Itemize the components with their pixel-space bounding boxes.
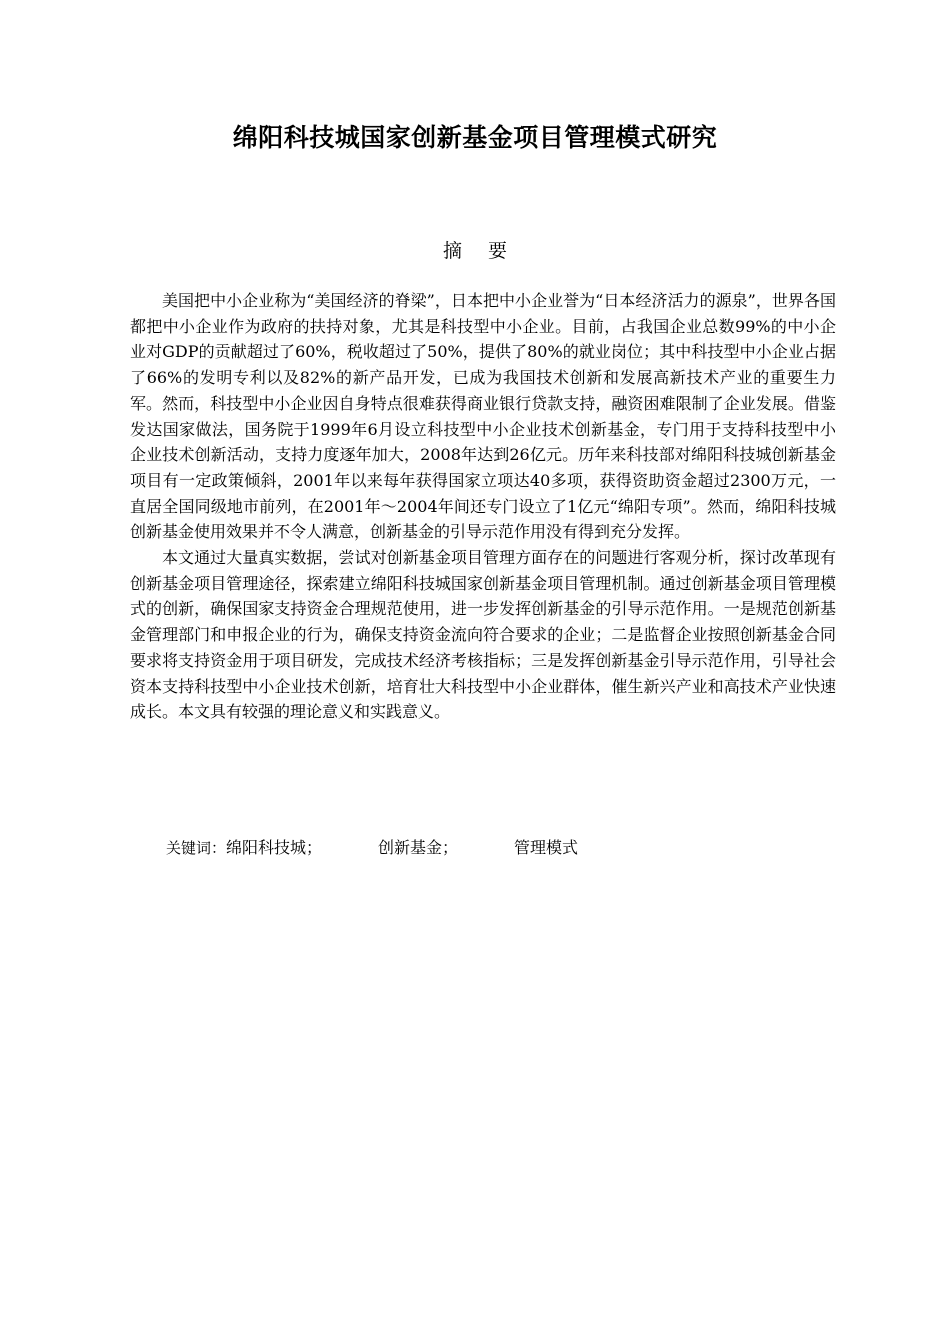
document-title: 绵阳科技城国家创新基金项目管理模式研究 (232, 123, 718, 152)
keyword-item: 管理模式 (514, 838, 579, 857)
keyword-item: 绵阳科技城； (226, 838, 323, 857)
abstract-body (130, 288, 836, 725)
abstract-heading-char-1: 摘 (442, 240, 462, 262)
abstract-heading (0, 236, 950, 266)
abstract-paragraph-2: 本文通过大量真实数据，尝试对创新基金项目管理方面存在的问题进行客观分析，探讨改革现有创新基金项目管理途径，探索建立绵阳科技城国家创新基金项目管理机制。通过创新基金项目管理模式的创新，确保国家支持资金合理规范使用，进一步发挥创新基金的引导示范作用。一是规范创新基金管理部门和申报企业的行为，确保支持资金流向符合要求的企业；二是监督企业按照创新基金合同要求将支持资金用于项目研发，完成技术经济考核指标；三是发挥创新基金引导示范作用，引导社会资本支持科技型中小企业技术创新，培育壮大科技型中小企业群体，催生新兴产业和高技术产业快速成长。本文具有较强的理论意义和实践意义。 (130, 548, 836, 722)
keywords-line (166, 835, 578, 861)
abstract-heading-char-2: 要 (488, 240, 508, 262)
keywords-label: 关键词： (166, 839, 227, 857)
keyword-item: 创新基金； (378, 838, 459, 857)
abstract-paragraph-1: 美国把中小企业称为“美国经济的脊梁”，日本把中小企业誉为“日本经济活力的源泉”，世界各国都把中小企业作为政府的扶持对象，尤其是科技型中小企业。目前，占我国企业总数99%的中小企业对GDP的贡献超过了60%，税收超过了50%，提供了80%的就业岗位；其中科技型中小企业占据了66%的发明专利以及82%的新产品开发，已成为我国技术创新和发展高新技术产业的重要生力军。然而，科技型中小企业因自身特点很难获得商业银行贷款支持，融资困难限制了企业发展。借鉴发达国家做法，国务院于1999年6月设立科技型中小企业技术创新基金，专门用于支持科技型中小企业技术创新活动，支持力度逐年加大，2008年达到26亿元。历年来科技部对绵阳科技城创新基金项目有一定政策倾斜，2001年以来每年获得国家立项达40多项，获得资助资金超过2300万元，一直居全国同级地市前列，在2001年～2004年间还专门设立了1亿元“绵阳专项”。然而，绵阳科技城创新基金使用效果并不令人满意，创新基金的引导示范作用没有得到充分发挥。 (130, 291, 836, 542)
